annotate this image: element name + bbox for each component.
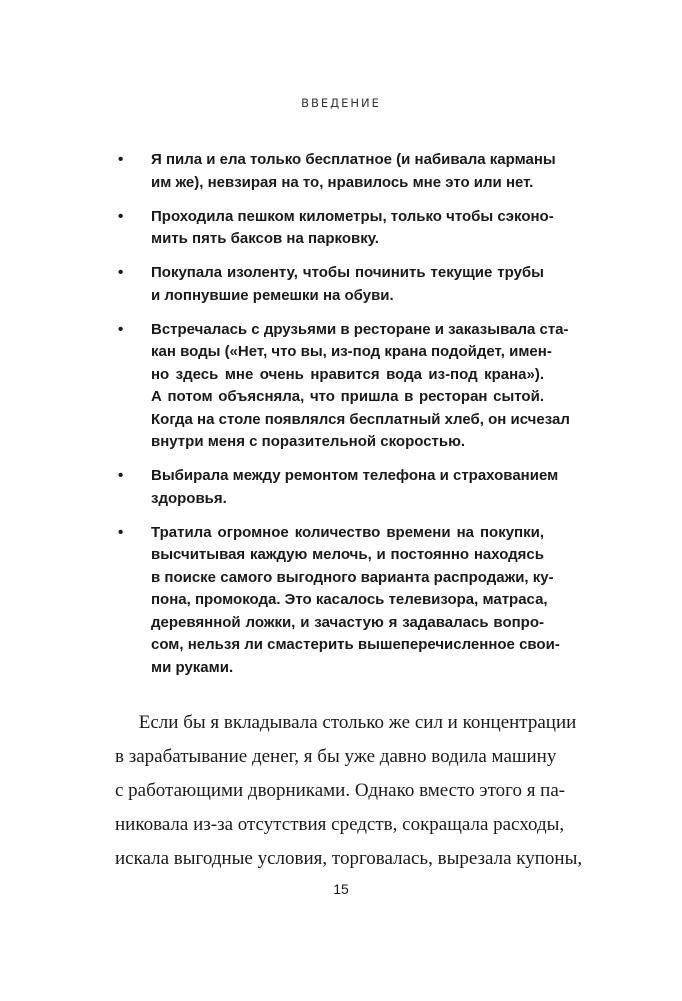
- text-line: в зарабатывание денег, я бы уже давно водила машину: [115, 746, 557, 767]
- list-item: [118, 465, 559, 510]
- text-line: Проходила пешком километры, только чтобы сэконо-: [151, 207, 554, 225]
- text-line: но здесь мне очень нравится вода из-под крана»).: [151, 365, 544, 383]
- body-paragraph: [115, 706, 583, 876]
- text-line: кан воды («Нет, что вы, из-под крана подойдет, имен-: [151, 343, 552, 360]
- bullet-icon: •: [118, 151, 124, 168]
- text-line: Выбирала между ремонтом телефона и страхованием: [151, 467, 559, 484]
- bullet-icon: •: [118, 207, 124, 225]
- text-line: искала выгодные условия, торговалась, вырезала купоны,: [115, 848, 583, 869]
- bullet-icon: •: [118, 264, 124, 281]
- text-line: Тратила огромное количество времени на покупки,: [151, 523, 544, 541]
- list-item: [118, 206, 554, 251]
- text-line: сом, нельзя ли смастерить вышеперечисленное свои-: [151, 636, 560, 653]
- text-line: мить пять баксов на парковку.: [151, 230, 379, 247]
- text-line: деревянной ложки, и зачастую я задавалась вопро-: [151, 613, 544, 631]
- text-line: им же), невзирая на то, нравилось мне это или нет.: [151, 173, 534, 191]
- text-line: никовала из-за отсутствия средств, сокращала расходы,: [115, 814, 565, 835]
- text-line: Встречалась с друзьями в ресторане и заказывала ста-: [151, 320, 569, 338]
- page-number: 15: [333, 881, 349, 897]
- text-line: здоровья.: [151, 489, 227, 507]
- text-line: Если бы я вкладывала столько же сил и концентрации: [115, 712, 577, 733]
- text-line: пона, промокода. Это касалось телевизора, матраса,: [151, 591, 548, 608]
- list-item: [118, 262, 544, 307]
- text-line: с работающими дворниками. Однако вместо этого я па-: [115, 780, 566, 801]
- text-line: Покупала изоленту, чтобы починить текущие трубы: [151, 264, 544, 281]
- text-line: ми руками.: [151, 658, 234, 676]
- bullet-list: [118, 149, 570, 691]
- running-header: ВВЕДЕНИЕ: [301, 96, 381, 110]
- text-line: и лопнувшие ремешки на обуви.: [151, 286, 394, 304]
- text-line: в поиске самого выгодного варианта распродажи, ку-: [151, 568, 554, 586]
- bullet-icon: •: [118, 523, 124, 541]
- bullet-icon: •: [118, 467, 124, 484]
- bullet-icon: •: [118, 320, 124, 338]
- text-line: Когда на столе появлялся бесплатный хлеб, он исчезал: [151, 410, 570, 428]
- text-line: высчитывая каждую мелочь, и постоянно находясь: [151, 546, 544, 563]
- text-line: Я пила и ела только бесплатное (и набивала карманы: [151, 151, 556, 168]
- list-item: [118, 522, 560, 680]
- text-line: внутри меня с поразительной скоростью.: [151, 433, 466, 450]
- list-item: [118, 319, 570, 454]
- text-line: А потом объясняла, что пришла в ресторан сытой.: [151, 388, 544, 405]
- list-item: [118, 149, 556, 194]
